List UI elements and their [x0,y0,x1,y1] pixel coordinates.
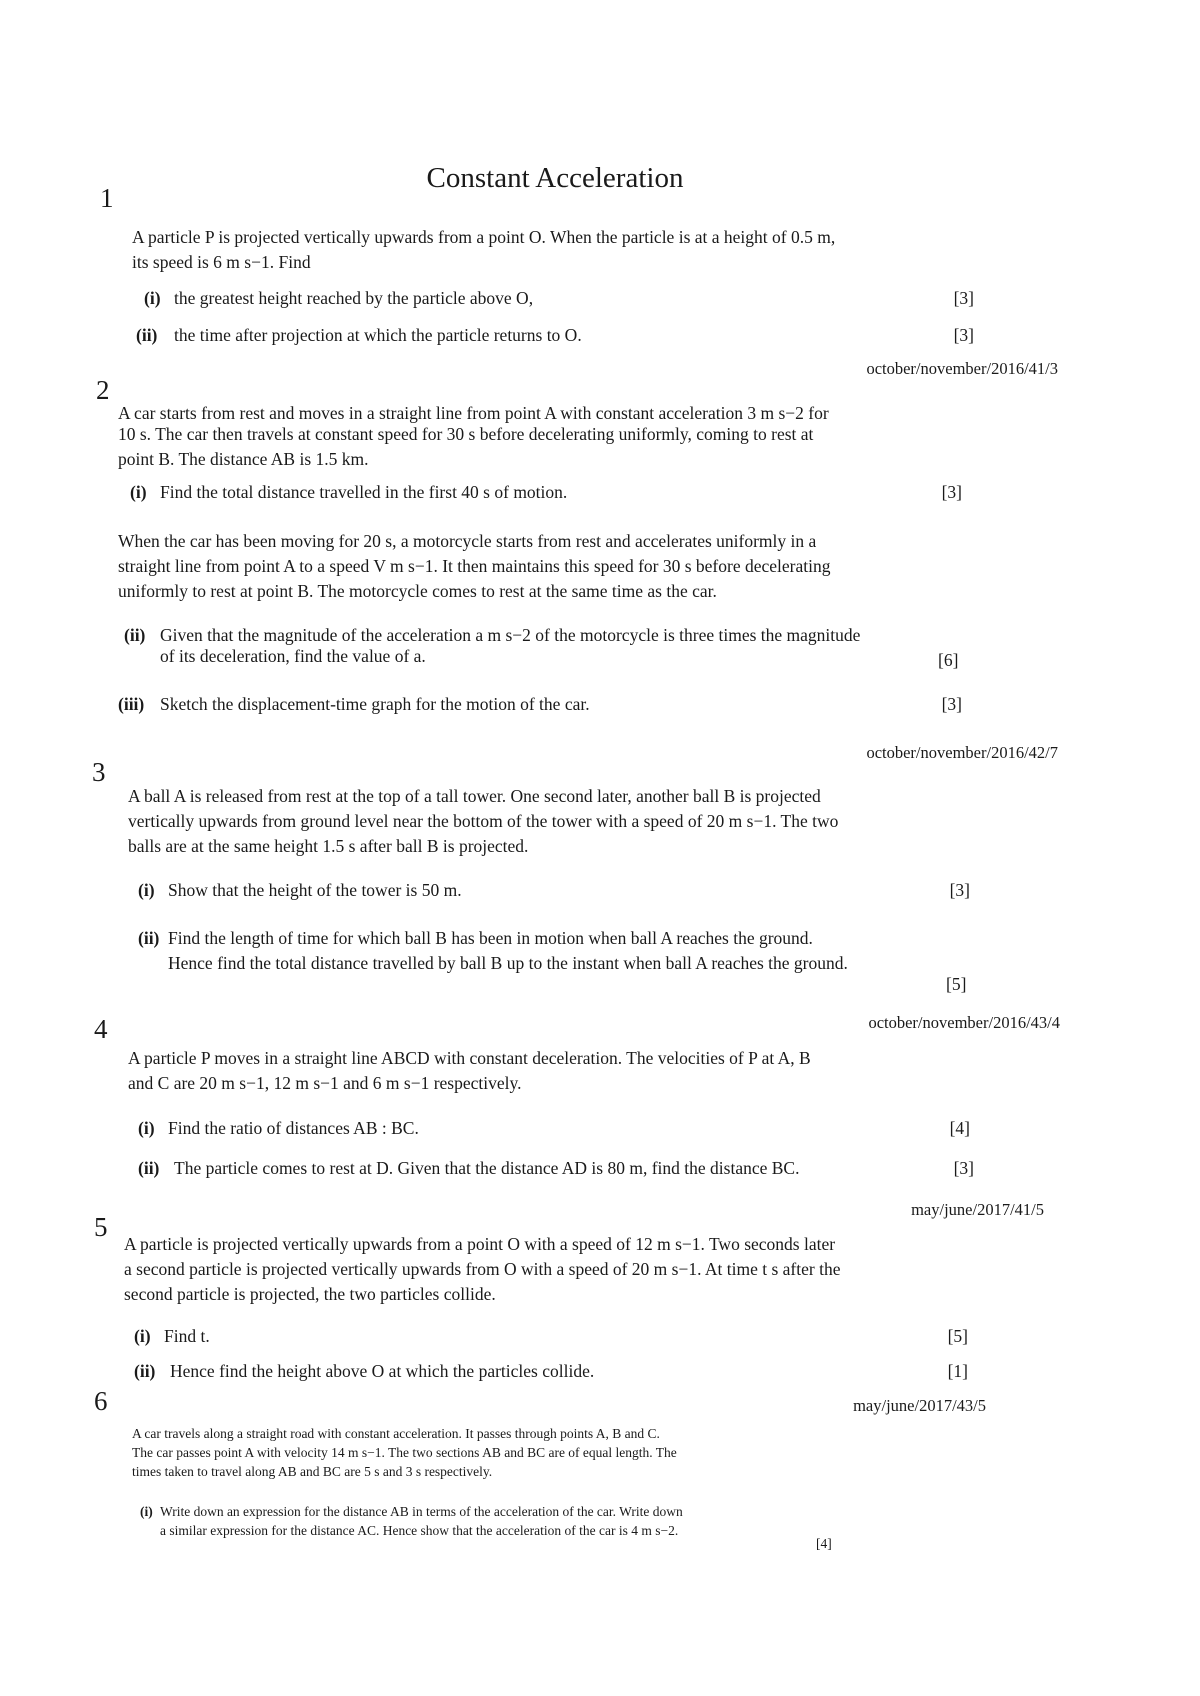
sub-label: (i) [144,288,161,308]
text-line: 10 s. The car then travels at constant speed for 30 s before decelerating uniformly, coming to rest at [118,424,814,444]
sub-text: Sketch the displacement-time graph for the motion of the car. [160,694,590,714]
question-text [118,529,978,604]
sub-question [134,1326,968,1347]
sub-text: Find t. [164,1326,210,1346]
mark: [5] [946,974,967,994]
sub-text-line: Hence find the total distance travelled by ball B up to the instant when ball A reaches the ground. [168,953,848,973]
mark: [4] [949,1118,970,1138]
mark: [3] [941,694,962,714]
source-reference: october/november/2016/42/7 [866,743,1058,762]
mark: [3] [953,288,974,308]
page-title: Constant Acceleration [426,162,684,194]
question-text [132,225,982,275]
sub-label: (i) [138,880,155,900]
sub-label: (ii) [134,1361,156,1381]
sub-question [140,1502,840,1540]
sub-question [124,625,962,667]
mark: [4] [816,1536,832,1551]
sub-label: (i) [134,1326,151,1346]
sub-text: the greatest height reached by the particle above O, [174,288,534,308]
text-line: a second particle is projected vertically upwards from O with a speed of 20 m s−1. At time t s after the [124,1259,841,1279]
text-line: point B. The distance AB is 1.5 km. [118,449,369,469]
sub-label: (ii) [138,928,160,948]
question-number: 6 [94,1386,108,1416]
question-text [118,403,978,470]
question-number: 1 [100,183,114,213]
text-line: A particle P is projected vertically upwards from a point O. When the particle is at a height of 0.5 m, [132,227,836,247]
sub-question [138,880,970,901]
mark: [3] [941,482,962,502]
question-number: 3 [92,757,106,787]
source-reference: october/november/2016/43/4 [868,1013,1060,1032]
source-reference: may/june/2017/43/5 [853,1396,986,1415]
text-line: When the car has been moving for 20 s, a motorcycle starts from rest and accelerates uniformly in a [118,531,817,551]
text-line: A particle is projected vertically upwards from a point O with a speed of 12 m s−1. Two seconds later [124,1234,836,1254]
sub-text-line: Find the length of time for which ball B has been in motion when ball A reaches the ground. [168,928,813,948]
mark: [3] [953,1158,974,1178]
text-line: The car passes point A with velocity 14 m s−1. The two sections AB and BC are of equal length. The [132,1445,677,1460]
sub-text: Show that the height of the tower is 50 m. [168,880,462,900]
question-text [128,784,988,859]
text-line: uniformly to rest at point B. The motorcycle comes to rest at the same time as the car. [118,581,717,601]
source-reference: may/june/2017/41/5 [911,1200,1044,1219]
question-number: 4 [94,1014,108,1044]
sub-label: (iii) [118,694,145,714]
question-number: 5 [94,1212,108,1242]
question-text [124,1232,984,1307]
text-line: A particle P moves in a straight line ABCD with constant deceleration. The velocities of P at A, B [128,1048,811,1068]
sub-text: Find the total distance travelled in the first 40 s of motion. [160,482,568,502]
sub-label: (ii) [136,325,158,345]
mark: [6] [938,650,959,670]
text-line: and C are 20 m s−1, 12 m s−1 and 6 m s−1 respectively. [128,1073,522,1093]
sub-text-line: Write down an expression for the distance AB in terms of the acceleration of the car. Write down [160,1504,683,1519]
sub-text-line: Given that the magnitude of the acceleration a m s−2 of the motorcycle is three times the magnitude [160,625,861,645]
text-line: A ball A is released from rest at the top of a tall tower. One second later, another ball B is projected [128,786,821,806]
sub-text-line: a similar expression for the distance AC. Hence show that the acceleration of the car is 4 m s−2. [160,1523,679,1538]
mark: [3] [953,325,974,345]
text-line: A car travels along a straight road with constant acceleration. It passes through points A, B and C. [132,1426,660,1441]
sub-text [160,625,962,667]
mark: [3] [949,880,970,900]
sub-question [138,1118,970,1139]
sub-question [138,1158,974,1179]
sub-text [160,1502,840,1540]
sub-label: (i) [130,482,147,502]
sub-label: (i) [140,1504,153,1519]
text-line: vertically upwards from ground level near the bottom of the tower with a speed of 20 m s−1. The two [128,811,839,831]
sub-text: the time after projection at which the particle returns to O. [174,325,582,345]
question-text [132,1424,872,1481]
text-line: times taken to travel along AB and BC are 5 s and 3 s respectively. [132,1464,493,1479]
question-number: 2 [96,375,110,405]
sub-text: Hence find the height above O at which the particles collide. [170,1361,595,1381]
text-line: A car starts from rest and moves in a straight line from point A with constant acceleration 3 m s−2 for [118,403,829,423]
sub-question [130,482,962,503]
sub-question [144,288,974,309]
text-line: second particle is projected, the two particles collide. [124,1284,496,1304]
sub-text-line: of its deceleration, find the value of a. [160,646,426,666]
mark: [1] [947,1361,968,1381]
sub-question [138,926,970,976]
sub-text [168,926,970,976]
sub-label: (ii) [138,1158,160,1178]
sub-question [118,694,962,715]
text-line: straight line from point A to a speed V m s−1. It then maintains this speed for 30 s before decelerating [118,556,831,576]
sub-question [136,325,974,346]
sub-label: (i) [138,1118,155,1138]
mark: [5] [947,1326,968,1346]
source-reference: october/november/2016/41/3 [866,359,1058,378]
question-text [128,1046,988,1096]
sub-label: (ii) [124,625,146,645]
text-line: its speed is 6 m s−1. Find [132,252,311,272]
sub-text: The particle comes to rest at D. Given that the distance AD is 80 m, find the distance BC. [174,1158,800,1178]
text-line: balls are at the same height 1.5 s after ball B is projected. [128,836,529,856]
sub-question [134,1361,968,1382]
sub-text: Find the ratio of distances AB : BC. [168,1118,419,1138]
